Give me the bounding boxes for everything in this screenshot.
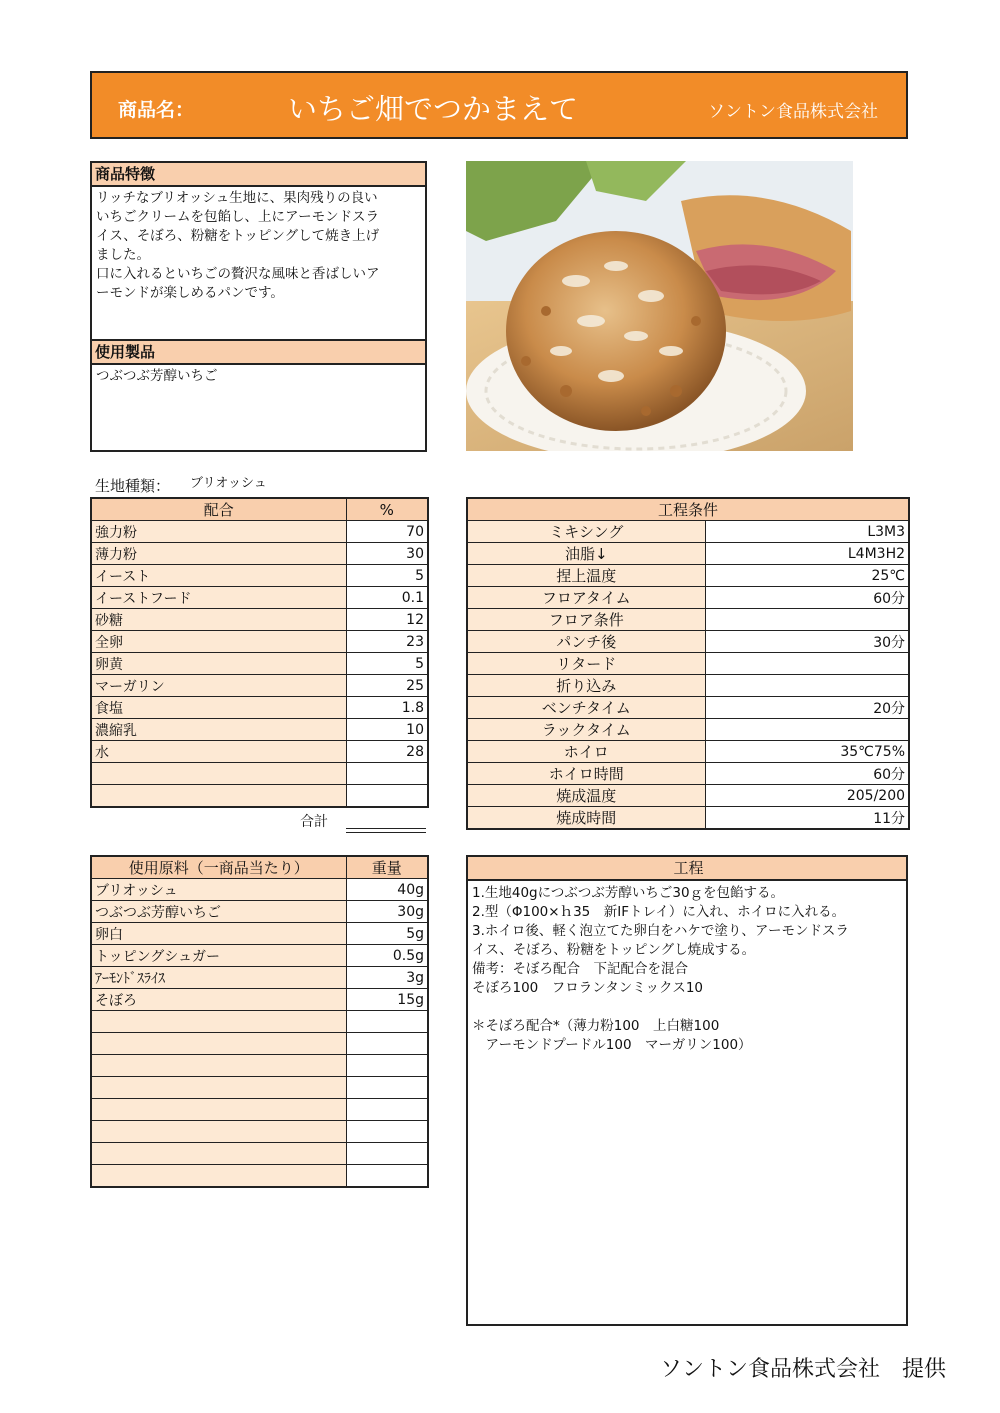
condition-row: [467, 521, 909, 543]
condition-value: 60分: [705, 763, 909, 785]
recipe-value: 5: [346, 565, 428, 587]
ingredient-row: [91, 1077, 428, 1099]
features-title: 商品特徴: [92, 163, 425, 187]
recipe-name: 水: [91, 741, 346, 763]
conditions-title: 工程条件: [467, 498, 909, 521]
dough-type-value: ブリオッシュ: [190, 476, 267, 491]
process-title: 工程: [468, 857, 906, 881]
ingredient-name: [91, 1011, 346, 1033]
recipe-name: [91, 763, 346, 785]
recipe-name: 食塩: [91, 697, 346, 719]
condition-name: 焼成時間: [467, 807, 705, 830]
footer-credit: ソントン食品株式会社 提供: [660, 1357, 947, 1382]
condition-value: [705, 653, 909, 675]
condition-row: [467, 741, 909, 763]
recipe-name: 薄力粉: [91, 543, 346, 565]
recipe-table: [90, 497, 429, 808]
header-bar: [90, 71, 908, 139]
recipe-value: 25: [346, 675, 428, 697]
condition-row: [467, 653, 909, 675]
recipe-header-row: [91, 498, 428, 521]
condition-name: リタード: [467, 653, 705, 675]
products-used-title: 使用製品: [92, 341, 425, 365]
recipe-value: 12: [346, 609, 428, 631]
ingredient-row: [91, 1033, 428, 1055]
condition-value: 30分: [705, 631, 909, 653]
condition-name: ラックタイム: [467, 719, 705, 741]
ingredient-row: [91, 967, 428, 989]
ingredient-value: 3g: [346, 967, 428, 989]
condition-value: 60分: [705, 587, 909, 609]
features-text: リッチなブリオッシュ生地に、果肉残りの良い いちごクリームを包餡し、上にアーモンドスラ イス、そぼろ、粉糖をトッピングして焼き上げ ました。 口に入れるといちごの贅沢な風味と香ばしいア ーモンドが楽しめるパンです。: [96, 190, 380, 301]
recipe-name: 全卵: [91, 631, 346, 653]
condition-row: [467, 675, 909, 697]
condition-name: 折り込み: [467, 675, 705, 697]
process-text: 1.生地40gにつぶつぶ芳醇いちご30ｇを包餡する。 2.型（Φ100×ｈ35 新IFトレイ）に入れ、ホイロに入れる。 3.ホイロ後、軽く泡立てた卵白をハケで塗り、アーモンドスラ イス、そぼろ、粉糖をトッピングし焼成する。 備考：そぼろ配合 下記配合を混合 そぼろ100 フロランタンミックス10 ＊そぼろ配合*（薄力粉100 上白糖100 アーモンドプードル100 マーガリン100）: [472, 885, 849, 1053]
ingredient-row: [91, 1121, 428, 1143]
recipe-row: [91, 587, 428, 609]
condition-value: 25℃: [705, 565, 909, 587]
total-underline-double: [346, 832, 426, 833]
condition-value: L4M3H2: [705, 543, 909, 565]
ingredient-value: [346, 1055, 428, 1077]
company-name: ソントン食品株式会社: [708, 102, 878, 122]
ingredient-value: 5g: [346, 923, 428, 945]
recipe-row: [91, 543, 428, 565]
recipe-row: [91, 719, 428, 741]
recipe-name: [91, 785, 346, 808]
recipe-row: [91, 741, 428, 763]
ingredient-name: [91, 1121, 346, 1143]
ingredient-name: [91, 1143, 346, 1165]
conditions-header-row: [467, 498, 909, 521]
ingredients-table: [90, 855, 429, 1188]
recipe-name: 卵黄: [91, 653, 346, 675]
ingredient-value: 15g: [346, 989, 428, 1011]
total-underline: [346, 828, 426, 829]
recipe-name: イースト: [91, 565, 346, 587]
recipe-name: イーストフード: [91, 587, 346, 609]
recipe-row: [91, 675, 428, 697]
recipe-name: 濃縮乳: [91, 719, 346, 741]
recipe-row: [91, 697, 428, 719]
recipe-row: [91, 631, 428, 653]
recipe-name: 強力粉: [91, 521, 346, 543]
ingredient-row: [91, 945, 428, 967]
ingredient-row: [91, 1099, 428, 1121]
condition-name: ホイロ: [467, 741, 705, 763]
product-photo: [466, 161, 853, 451]
condition-row: [467, 785, 909, 807]
recipe-value: 1.8: [346, 697, 428, 719]
ingredient-row: [91, 1011, 428, 1033]
ingredient-value: [346, 1165, 428, 1188]
dough-type-label: 生地種類：: [95, 477, 171, 495]
bread-illustration: [466, 161, 853, 451]
product-name: いちご畑でつかまえて: [288, 92, 579, 126]
ingredient-name: 卵白: [91, 923, 346, 945]
recipe-row: [91, 565, 428, 587]
ingredient-name: [91, 1055, 346, 1077]
ingredient-name: [91, 1033, 346, 1055]
condition-value: 205/200: [705, 785, 909, 807]
recipe-value: 10: [346, 719, 428, 741]
recipe-row: [91, 521, 428, 543]
recipe-value: [346, 785, 428, 808]
condition-name: フロアタイム: [467, 587, 705, 609]
ingredients-header-row: [91, 856, 428, 879]
condition-row: [467, 543, 909, 565]
condition-name: 油脂↓: [467, 543, 705, 565]
recipe-row: [91, 653, 428, 675]
recipe-name: 砂糖: [91, 609, 346, 631]
products-used-box: [90, 339, 427, 452]
condition-row: [467, 807, 909, 830]
condition-row: [467, 609, 909, 631]
ingredient-name: [91, 1165, 346, 1188]
ingredient-value: [346, 1121, 428, 1143]
ingredient-row: [91, 923, 428, 945]
ingredient-value: [346, 1011, 428, 1033]
recipe-name: マーガリン: [91, 675, 346, 697]
condition-value: 35℃75%: [705, 741, 909, 763]
condition-value: [705, 719, 909, 741]
process-box: [466, 855, 908, 1326]
ingredient-row: [91, 1165, 428, 1188]
condition-name: ベンチタイム: [467, 697, 705, 719]
ingredient-value: 30g: [346, 901, 428, 923]
condition-name: パンチ後: [467, 631, 705, 653]
ingredient-row: [91, 901, 428, 923]
ingredient-value: 40g: [346, 879, 428, 901]
ingredient-value: [346, 1033, 428, 1055]
recipe-value: 23: [346, 631, 428, 653]
ingredient-name: ブリオッシュ: [91, 879, 346, 901]
recipe-value: 30: [346, 543, 428, 565]
recipe-row: [91, 609, 428, 631]
condition-value: [705, 675, 909, 697]
recipe-value: [346, 763, 428, 785]
condition-row: [467, 631, 909, 653]
ingredients-header-name: 使用原料（一商品当たり）: [91, 856, 346, 879]
ingredient-row: [91, 1143, 428, 1165]
condition-row: [467, 565, 909, 587]
ingredients-header-weight: 重量: [346, 856, 428, 879]
ingredient-value: [346, 1077, 428, 1099]
ingredient-row: [91, 1055, 428, 1077]
recipe-row: [91, 785, 428, 808]
ingredient-name: つぶつぶ芳醇いちご: [91, 901, 346, 923]
condition-row: [467, 697, 909, 719]
process-conditions-table: [466, 497, 910, 830]
condition-value: L3M3: [705, 521, 909, 543]
recipe-header-ingredient: 配合: [91, 498, 346, 521]
products-used-text: つぶつぶ芳醇いちご: [96, 368, 218, 384]
features-box: [90, 161, 427, 341]
product-name-label: 商品名：: [118, 99, 195, 121]
ingredient-name: ｱｰﾓﾝﾄﾞｽﾗｲｽ: [91, 967, 346, 989]
condition-name: ホイロ時間: [467, 763, 705, 785]
condition-name: フロア条件: [467, 609, 705, 631]
condition-row: [467, 587, 909, 609]
recipe-row: [91, 763, 428, 785]
recipe-value: 5: [346, 653, 428, 675]
condition-name: ミキシング: [467, 521, 705, 543]
ingredient-value: [346, 1099, 428, 1121]
condition-name: 焼成温度: [467, 785, 705, 807]
ingredient-name: [91, 1077, 346, 1099]
ingredient-value: 0.5g: [346, 945, 428, 967]
condition-value: 11分: [705, 807, 909, 830]
condition-value: 20分: [705, 697, 909, 719]
recipe-value: 70: [346, 521, 428, 543]
ingredient-row: [91, 989, 428, 1011]
condition-name: 捏上温度: [467, 565, 705, 587]
ingredient-name: そぼろ: [91, 989, 346, 1011]
recipe-value: 28: [346, 741, 428, 763]
ingredient-value: [346, 1143, 428, 1165]
ingredient-row: [91, 879, 428, 901]
ingredient-name: トッピングシュガー: [91, 945, 346, 967]
recipe-header-percent: %: [346, 498, 428, 521]
ingredient-name: [91, 1099, 346, 1121]
condition-value: [705, 609, 909, 631]
condition-row: [467, 719, 909, 741]
recipe-total-label: 合計: [300, 814, 328, 830]
recipe-value: 0.1: [346, 587, 428, 609]
condition-row: [467, 763, 909, 785]
